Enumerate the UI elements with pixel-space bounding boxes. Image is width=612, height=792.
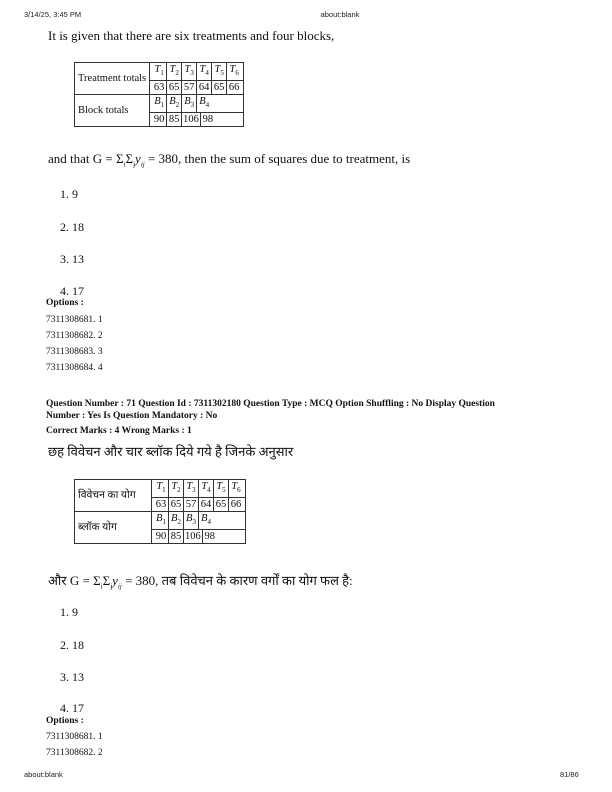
table-header-cell: $T_6$	[231, 481, 241, 495]
q71-meta-line-2: Number : Yes Is Question Mandatory : No	[46, 411, 218, 421]
table-value-cell: 63	[152, 81, 167, 94]
table-value-cell: 63	[154, 498, 169, 511]
q70-choice-1: 1. 9	[60, 187, 78, 201]
q70-block-totals-label: Block totals	[75, 95, 150, 127]
table-value-cell: 90	[154, 530, 169, 543]
q70-options-label: Options :	[46, 298, 84, 308]
footer-page-number: 81/86	[560, 770, 579, 779]
footer-url: about:blank	[24, 770, 63, 779]
q71-treatment-totals-label: विवेचन का योग	[75, 480, 152, 512]
q70-choice-3: 3. 13	[60, 252, 84, 266]
table-header-cell: $T_3$	[184, 480, 199, 497]
q70-treatment-heads	[150, 63, 244, 81]
q71-marks: Correct Marks : 4 Wrong Marks : 1	[46, 426, 192, 436]
q70-option-id-4: 7311308684. 4	[46, 363, 103, 373]
q71-treatment-heads	[152, 480, 246, 498]
q70-treatment-values	[150, 81, 244, 95]
table-header-cell: $T_4$	[199, 480, 214, 497]
table-value-cell: 90	[152, 113, 167, 126]
table-header-cell: $B_1$	[154, 512, 169, 529]
table-value-cell: 85	[167, 113, 182, 126]
q70-intro: It is given that there are six treatments and four blocks,	[48, 28, 335, 43]
table-value-cell: 57	[184, 498, 199, 511]
q71-options-label: Options :	[46, 716, 84, 726]
table-header-cell: $B_4$	[199, 96, 210, 110]
table-value-cell: 85	[169, 530, 184, 543]
q70-option-id-3: 7311308683. 3	[46, 347, 103, 357]
table-header-cell: $B_2$	[169, 512, 184, 529]
q71-treatment-values	[152, 498, 246, 512]
q71-block-heads	[152, 512, 246, 530]
q70-choice-2: 2. 18	[60, 220, 84, 234]
table-header-cell: $B_3$	[182, 95, 197, 112]
table-value-cell: 57	[182, 81, 197, 94]
q71-stem-pre: और G = Σ	[48, 573, 101, 588]
table-header-cell: $T_3$	[182, 63, 197, 80]
q70-option-id-2: 7311308682. 2	[46, 331, 103, 341]
table-value-cell: 65	[169, 498, 184, 511]
print-datetime: 3/14/25, 3:45 PM	[24, 10, 82, 19]
q71-option-id-1: 7311308681. 1	[46, 732, 103, 742]
q71-choice-3: 3. 13	[60, 670, 84, 684]
q71-intro: छह विवेचन और चार ब्लॉक दिये गये है जिनके अनुसार	[48, 444, 294, 459]
q71-block-totals-label: ब्लॉक योग	[75, 512, 152, 544]
table-value-cell: 65	[167, 81, 182, 94]
q71-meta-line-1: Question Number : 71 Question Id : 7311302180 Question Type : MCQ Option Shuffling : No Display Question	[46, 399, 495, 409]
print-title: about:blank	[320, 10, 360, 19]
table-value-cell: 106	[185, 531, 201, 543]
q70-totals-table	[74, 62, 244, 127]
table-header-cell: $T_6$	[229, 64, 239, 78]
q70-block-values	[150, 113, 244, 127]
table-value-cell: 64	[197, 81, 212, 94]
table-header-cell: $B_4$	[201, 513, 211, 527]
table-header-cell: $T_2$	[167, 63, 182, 80]
table-value-cell: 66	[230, 499, 242, 511]
q70-stem-pre: and that G = Σ	[48, 151, 124, 166]
table-value-cell: 106	[183, 114, 199, 126]
q70-treatment-totals-label: Treatment totals	[75, 63, 150, 95]
q70-block-heads	[150, 95, 244, 113]
table-header-cell: $T_5$	[214, 480, 229, 497]
q71-totals-table	[74, 479, 246, 544]
q71-stem: और $G = \Sigma_i\Sigma_jy_{ij} = 380$, तब विवेचन के कारण वर्गों का योग फल है:	[48, 573, 353, 591]
table-value-cell: 66	[228, 82, 240, 94]
q71-choice-1: 1. 9	[60, 605, 78, 619]
q70-stem-post: = 380, then the sum of squares due to treatment, is	[144, 151, 411, 166]
table-header-cell: $T_4$	[197, 63, 212, 80]
table-header-cell: $B_1$	[152, 95, 167, 112]
table-value-cell: 65	[214, 498, 229, 511]
table-value-cell: 98	[202, 114, 214, 126]
table-header-cell: $T_1$	[152, 63, 167, 80]
table-header-cell: $B_2$	[167, 95, 182, 112]
q70-stem: and that $G = \Sigma_i\Sigma_jy_{ij} = 380$, then the sum of squares due to treatment, is	[48, 151, 411, 169]
table-header-cell: $T_5$	[212, 63, 227, 80]
q70-option-id-1: 7311308681. 1	[46, 315, 103, 325]
q71-choice-2: 2. 18	[60, 638, 84, 652]
table-value-cell: 65	[212, 81, 227, 94]
table-value-cell: 64	[199, 498, 214, 511]
table-value-cell: 98	[204, 531, 215, 543]
table-header-cell: $T_2$	[169, 480, 184, 497]
table-header-cell: $T_1$	[154, 480, 169, 497]
q71-choice-4: 4. 17	[60, 701, 84, 715]
table-header-cell: $B_3$	[184, 512, 199, 529]
q71-option-id-2: 7311308682. 2	[46, 748, 103, 758]
q71-block-values	[152, 530, 246, 544]
q71-stem-post: = 380, तब विवेचन के कारण वर्गों का योग फल है:	[121, 573, 353, 588]
q70-choice-4: 4. 17	[60, 284, 84, 298]
